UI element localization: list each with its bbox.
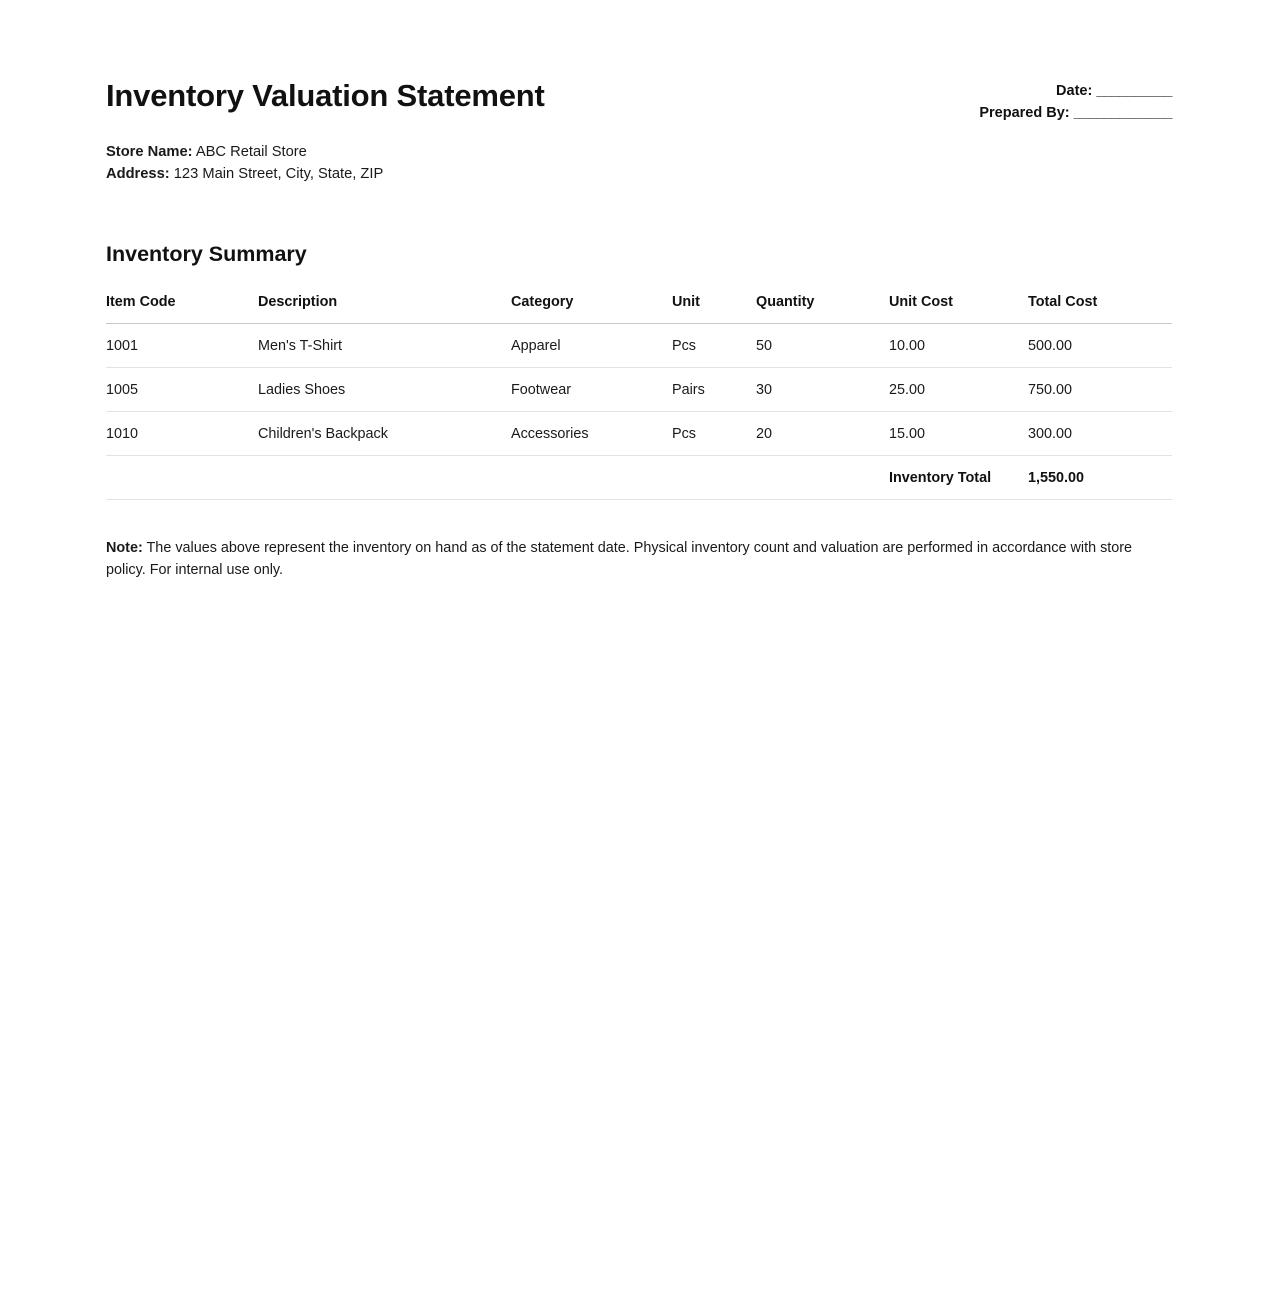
date-field: [979, 80, 1172, 102]
cell-description: Children's Backpack: [258, 412, 511, 456]
cell-unit-cost: 25.00: [889, 368, 1028, 412]
store-name-row: [106, 141, 1172, 164]
cell-total-cost: 300.00: [1028, 412, 1172, 456]
store-name-value: ABC Retail Store: [195, 143, 307, 160]
cell-description: Men's T-Shirt: [258, 324, 511, 368]
column-header-quantity: Quantity: [756, 294, 889, 324]
inventory-total-row: [106, 456, 1172, 500]
cell-unit: Pcs: [672, 324, 756, 368]
cell-unit-cost: 15.00: [889, 412, 1028, 456]
address-label: Address:: [106, 166, 170, 183]
cell-quantity: 50: [756, 324, 889, 368]
page-title: Inventory Valuation Statement: [106, 78, 545, 113]
column-header-item-code: Item Code: [106, 294, 258, 324]
cell-total-cost: 500.00: [1028, 324, 1172, 368]
inventory-total-label: Inventory Total: [889, 456, 1028, 500]
cell-unit: Pcs: [672, 412, 756, 456]
store-details: [106, 141, 1172, 187]
column-header-unit-cost: Unit Cost: [889, 294, 1028, 324]
note-text: The values above represent the inventory on hand as of the statement date. Physical inventory count and valuation are performed in accordance with store policy. For internal use only.: [106, 540, 1133, 579]
cell-unit: Pairs: [672, 368, 756, 412]
note-section: [106, 538, 1172, 582]
address-row: [106, 163, 1172, 186]
document-header: [106, 0, 1172, 122]
column-header-description: Description: [258, 294, 511, 324]
cell-item-code: 1005: [106, 368, 258, 412]
cell-quantity: 20: [756, 412, 889, 456]
header-signature-fields: [979, 80, 1172, 124]
prepared-by-field: [979, 102, 1172, 124]
inventory-table: [106, 294, 1172, 500]
date-field-line[interactable]: __________: [1096, 83, 1172, 99]
cell-total-cost: 750.00: [1028, 368, 1172, 412]
table-row: [106, 412, 1172, 456]
cell-category: Footwear: [511, 368, 672, 412]
total-spacer-cell: [106, 456, 889, 500]
prepared-by-field-label: Prepared By:: [979, 105, 1070, 122]
column-header-unit: Unit: [672, 294, 756, 324]
table-header-row: [106, 294, 1172, 324]
column-header-total-cost: Total Cost: [1028, 294, 1172, 324]
column-header-category: Category: [511, 294, 672, 324]
cell-category: Accessories: [511, 412, 672, 456]
prepared-by-field-line[interactable]: _____________: [1073, 105, 1172, 122]
cell-description: Ladies Shoes: [258, 368, 511, 412]
note-label: Note:: [106, 540, 143, 557]
table-row: [106, 368, 1172, 412]
cell-item-code: 1001: [106, 324, 258, 368]
date-field-label: Date:: [1056, 83, 1093, 99]
inventory-total-value: 1,550.00: [1028, 456, 1172, 500]
cell-item-code: 1010: [106, 412, 258, 456]
cell-category: Apparel: [511, 324, 672, 368]
cell-quantity: 30: [756, 368, 889, 412]
store-name-label: Store Name:: [106, 143, 193, 160]
section-title-inventory-summary: Inventory Summary: [106, 242, 307, 267]
cell-unit-cost: 10.00: [889, 324, 1028, 368]
table-row: [106, 324, 1172, 368]
address-value: 123 Main Street, City, State, ZIP: [173, 166, 384, 183]
